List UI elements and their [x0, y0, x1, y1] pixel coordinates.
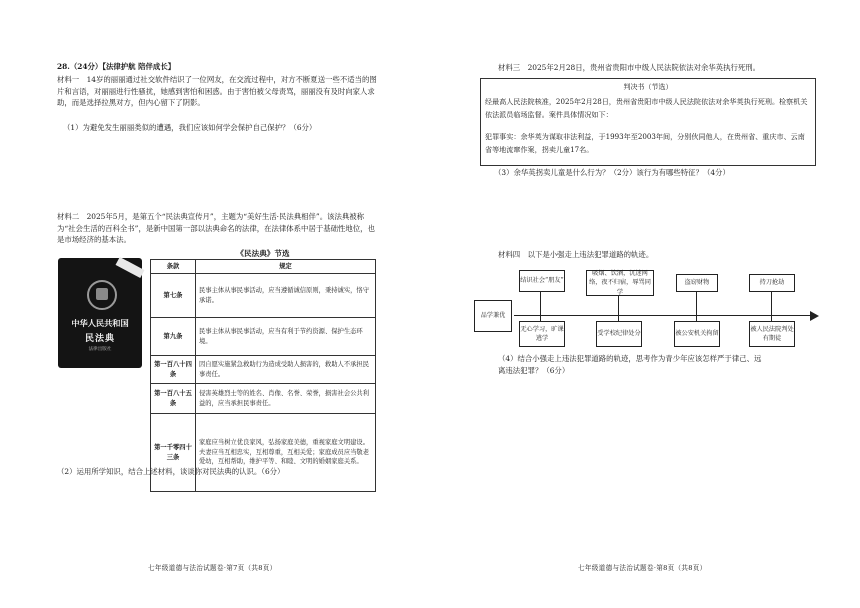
right-page	[430, 0, 860, 608]
connector-line	[540, 290, 541, 315]
material-three: 材料三 2025年2月28日，贵州省贵阳市中级人民法院依法对余华英执行死刑。	[498, 63, 761, 72]
table-row	[151, 274, 376, 318]
table-caption: 《民法典》节选	[236, 249, 290, 258]
judgment-paragraph-1: 经最高人民法院核准，2025年2月28日，贵州省贵阳市中级人民法院依法对余华英执行死刑。检察机关依法派员临场监督。案件具体情况如下：	[485, 97, 808, 119]
material-two: 材料二 2025年5月，是第五个“民法典宣传月”，主题为“美好生活·民法典相伴”。该法典被称为“社会生活的百科全书”，是新中国第一部以法典命名的法律，在法律体系中居于基础性地位，也是市场经济的基本法。	[57, 212, 375, 244]
provision-cell: 家庭应当树立优良家风，弘扬家庭美德，重视家庭文明建设。夫妻应当互相忠实，互相尊重，互相关爱；家庭成员应当敬老爱幼，互相帮助，维护平等、和睦、文明的婚姻家庭关系。	[196, 414, 376, 492]
path-bottom-box: 无心学习，旷课逃学	[519, 321, 565, 347]
arrow-head-icon	[810, 311, 819, 321]
timeline-arrow-line	[514, 315, 814, 316]
material-four: 材料四 以下是小强走上违法犯罪道路的轨迹。	[498, 250, 654, 259]
page-footer-7: 七年级道德与法治试题卷·第7页（共8页）	[148, 564, 277, 572]
article-cell: 第一千零四十三条	[151, 414, 196, 492]
provision-cell: 侵害英雄烈士等的姓名、肖像、名誉、荣誉，损害社会公共利益的，应当承担民事责任。	[196, 384, 376, 414]
path-bottom-box: 被公安机关拘留	[674, 321, 720, 347]
question-2: （2）运用所学知识，结合上述材料，谈谈你对民法典的认识。（6分）	[57, 467, 285, 476]
table-row	[151, 414, 376, 492]
article-cell: 第一百八十五条	[151, 384, 196, 414]
path-bottom-box: 被人民法院判处有期徒	[749, 321, 795, 347]
table-row	[151, 318, 376, 356]
civil-code-table	[150, 259, 376, 492]
book-title-line2: 民法典	[84, 334, 115, 344]
article-cell: 第一百八十四条	[151, 356, 196, 384]
crime-path-diagram	[474, 268, 834, 366]
connector-line	[696, 290, 697, 315]
national-emblem-icon	[87, 280, 117, 310]
table-row	[151, 384, 376, 414]
judgment-paragraph-2: 犯罪事实：余华英为谋取非法利益，于1993年至2003年间，分别伙同他人，在贵州省、重庆市、云南省等地流窜作案，拐卖儿童17名。	[485, 132, 805, 154]
table-row	[151, 356, 376, 384]
path-top-box: 持刀抢劫	[749, 274, 795, 292]
provision-cell: 民事主体从事民事活动，应当遵循诚信原则，秉持诚实，恪守承诺。	[196, 274, 376, 318]
civil-code-book-cover	[58, 258, 142, 368]
path-top-box: 结识社会“朋友”	[519, 270, 565, 292]
book-title-line1: 中华人民共和国	[71, 318, 129, 328]
provision-cell: 民事主体从事民事活动，应当有利于节约资源、保护生态环境。	[196, 318, 376, 356]
start-box: 品学兼优	[474, 300, 512, 332]
provision-cell: 因自愿实施紧急救助行为造成受助人损害的，救助人不承担民事责任。	[196, 356, 376, 384]
question-3: （3）余华英拐卖儿童是什么行为？（2分）该行为有哪些特征？（4分）	[494, 168, 730, 177]
table-header-article: 条款	[151, 260, 196, 274]
question-1: （1）为避免发生丽丽类似的遭遇，我们应该如何学会保护自己保护？（6分）	[63, 123, 317, 132]
question-28-heading: 28.（24分）【法律护航 陪伴成长】	[57, 62, 176, 71]
path-top-box: 盗窃财物	[676, 274, 718, 292]
table-header-provision: 规定	[196, 260, 376, 274]
judgment-box	[480, 78, 816, 166]
page-footer-8: 七年级道德与法治试题卷·第8页（共8页）	[578, 564, 707, 572]
path-top-box: 吸烟、饮酒，沉迷网络，夜不归宿，辱骂同学	[586, 270, 654, 296]
table-header-row	[151, 260, 376, 274]
judgment-header: 判决书（节选）	[623, 83, 673, 91]
material-one: 材料一 14岁的丽丽通过社交软件结识了一位网友，在交流过程中，对方不断夏送一些不适当的图片和言语，对丽丽进行性骚扰，她感到害怕和困惑。由于害怕被父母责骂，丽丽没有及时向家人求助，而是选择拉黑对方，但内心留下了阴影。	[57, 75, 377, 107]
book-publisher: 法律出版社	[88, 347, 112, 352]
connector-line	[771, 290, 772, 315]
article-cell: 第九条	[151, 318, 196, 356]
question-4: （4）结合小强走上违法犯罪道路的轨迹，思考作为青少年应该怎样严于律己、远离违法犯罪？（6分）	[498, 354, 762, 375]
book-corner-band	[116, 257, 145, 278]
article-cell: 第七条	[151, 274, 196, 318]
path-bottom-box: 受学校纪律处分	[596, 321, 642, 347]
